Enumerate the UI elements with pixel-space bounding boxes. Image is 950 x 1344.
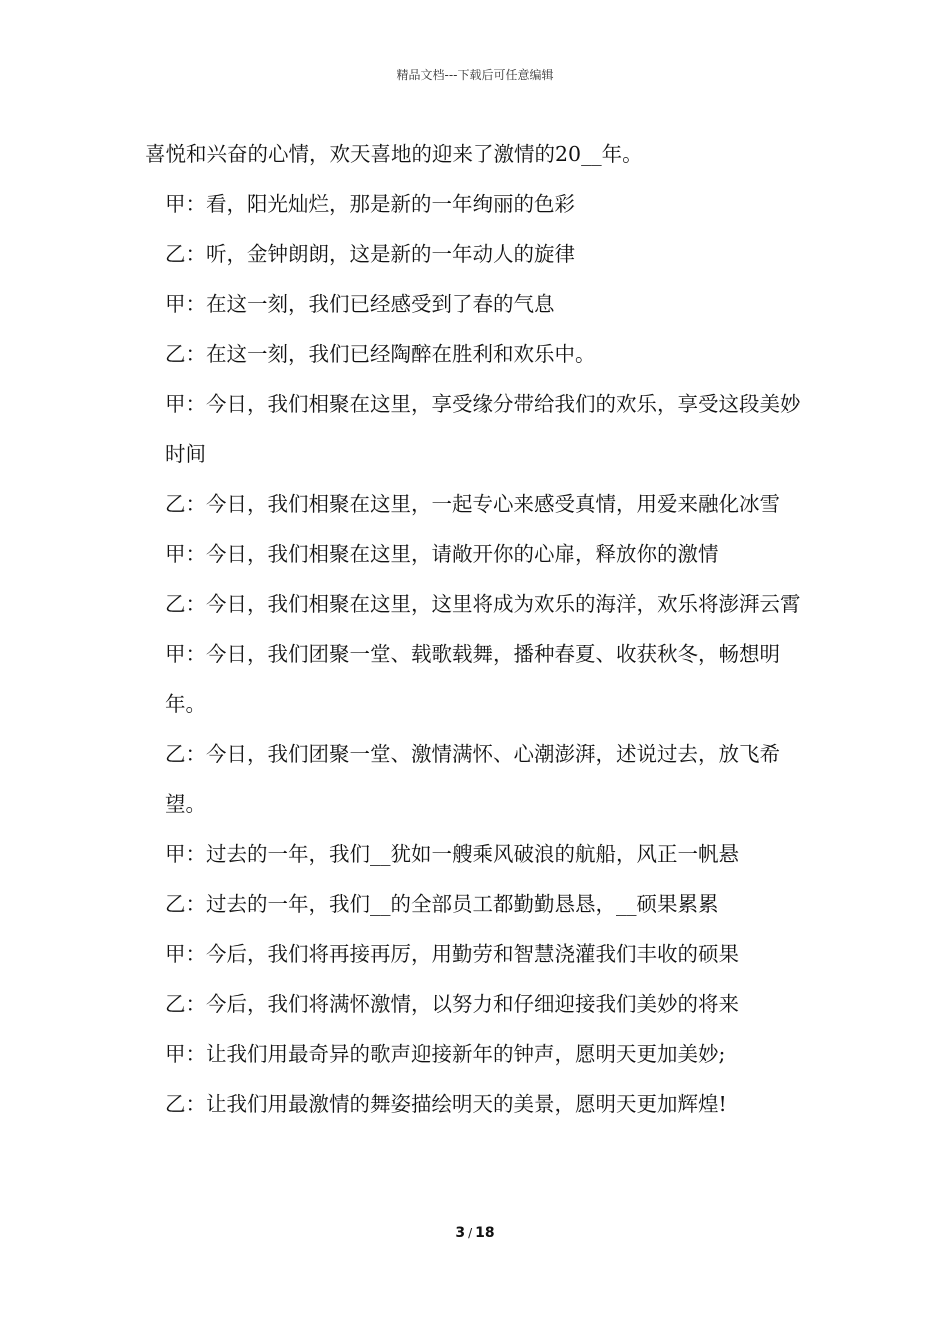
paragraph: 甲：今日，我们相聚在这里，享受缘分带给我们的欢乐，享受这段美妙时间 bbox=[165, 392, 801, 466]
paragraph: 甲：今日，我们相聚在这里，请敞开你的心扉，释放你的激情 bbox=[165, 542, 719, 566]
total-pages: 18 bbox=[475, 1225, 495, 1241]
page-header: 精品文档---下载后可任意编辑 bbox=[396, 68, 554, 82]
paragraph: 甲：过去的一年，我们__犹如一艘乘风破浪的航船，风正一帆悬 bbox=[165, 842, 739, 866]
page-separator: / bbox=[468, 1226, 473, 1240]
paragraph: 乙：过去的一年，我们__的全部员工都勤勤恳恳，__硕果累累 bbox=[165, 892, 719, 916]
paragraph: 乙：在这一刻，我们已经陶醉在胜利和欢乐中。 bbox=[165, 342, 596, 366]
paragraph: 甲：在这一刻，我们已经感受到了春的气息 bbox=[165, 292, 555, 316]
paragraph: 乙：今日，我们相聚在这里，这里将成为欢乐的海洋，欢乐将澎湃云霄 bbox=[165, 592, 801, 616]
paragraph: 甲：今日，我们团聚一堂、载歌载舞，播种春夏、收获秋冬，畅想明年。 bbox=[165, 642, 780, 716]
page-number bbox=[0, 1225, 950, 1241]
current-page: 3 bbox=[455, 1225, 466, 1241]
paragraph: 甲：今后，我们将再接再厉，用勤劳和智慧浇灌我们丰收的硕果 bbox=[165, 942, 739, 966]
paragraph: 乙：今后，我们将满怀激情，以努力和仔细迎接我们美妙的将来 bbox=[165, 992, 739, 1016]
paragraph: 甲：看，阳光灿烂，那是新的一年绚丽的色彩 bbox=[165, 192, 575, 216]
paragraph: 乙：今日，我们团聚一堂、激情满怀、心潮澎湃，述说过去，放飞希望。 bbox=[165, 742, 780, 816]
document-body bbox=[145, 129, 810, 1129]
paragraph: 乙：听，金钟朗朗，这是新的一年动人的旋律 bbox=[165, 242, 575, 266]
paragraph: 喜悦和兴奋的心情，欢天喜地的迎来了激情的20__年。 bbox=[145, 142, 643, 166]
paragraph: 甲：让我们用最奇异的歌声迎接新年的钟声，愿明天更加美妙; bbox=[165, 1042, 726, 1066]
paragraph: 乙：让我们用最激情的舞姿描绘明天的美景，愿明天更加辉煌! bbox=[165, 1092, 727, 1116]
paragraph: 乙：今日，我们相聚在这里，一起专心来感受真情，用爱来融化冰雪 bbox=[165, 492, 780, 516]
